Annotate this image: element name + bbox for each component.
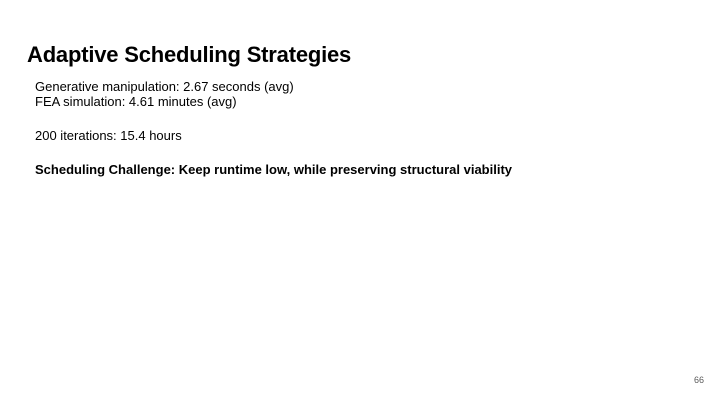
slide-body	[35, 79, 512, 177]
slide-title: Adaptive Scheduling Strategies	[27, 41, 352, 67]
body-line-fea-simulation: FEA simulation: 4.61 minutes (avg)	[35, 94, 237, 109]
body-line-scheduling-challenge: Scheduling Challenge: Keep runtime low, while preserving structural viability	[35, 162, 513, 177]
page-number: 66	[693, 375, 704, 385]
body-line-generative-manipulation: Generative manipulation: 2.67 seconds (avg)	[35, 79, 294, 94]
body-line-iterations: 200 iterations: 15.4 hours	[35, 128, 182, 143]
